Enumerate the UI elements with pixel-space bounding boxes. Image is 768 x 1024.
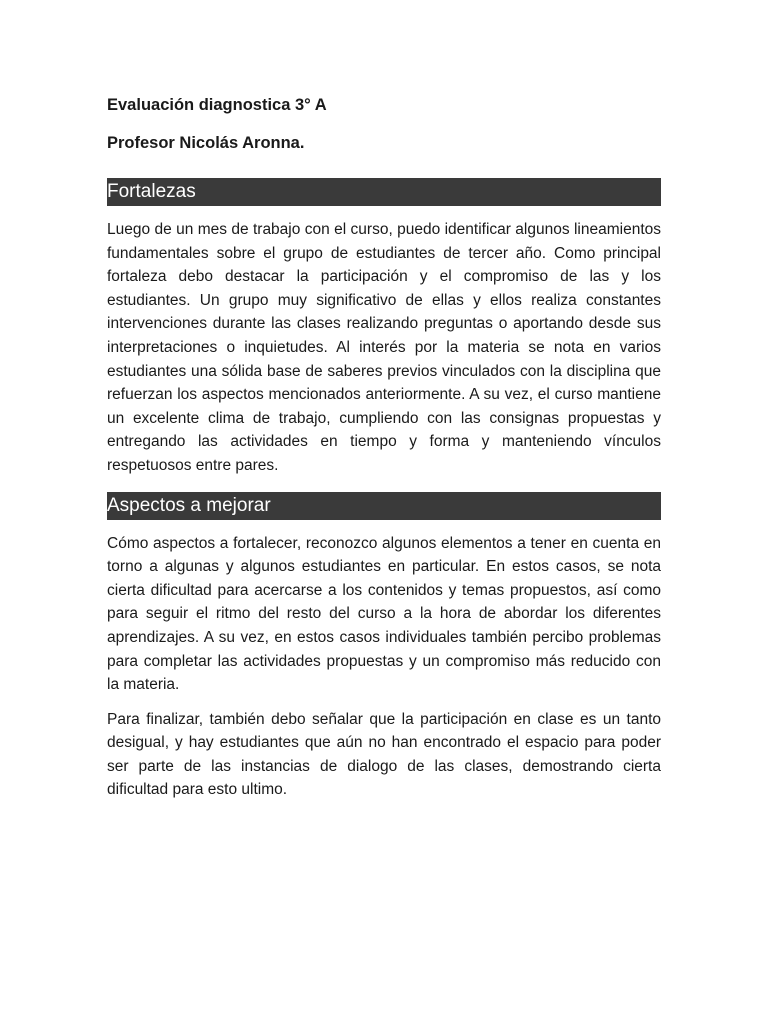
paragraph-conclusion: Para finalizar, también debo señalar que la participación en clase es un tanto desigual, y hay estudiantes que aún no han encontrado el espacio para poder ser parte de las instancias de dialogo de las clases, demostrando cierta dificultad para esto ultimo. xyxy=(107,710,661,799)
paragraph-fortalezas: Luego de un mes de trabajo con el curso, puedo identificar algunos lineamientos fundamentales sobre el grupo de estudiantes de tercer año. Como principal fortaleza debo destacar la participación y el compromiso de las y los estudiantes. Un grupo muy significativo de ellas y ellos realiza constantes intervenciones durante las clases realizando preguntas o aportando desde sus interpretaciones o inquietudes. Al interés por la materia se nota en varios estudiantes una sólida base de saberes previos vinculados con la disciplina que refuerzan los aspectos mencionados anteriormente. A su vez, el curso mantiene un excelente clima de trabajo, cumpliendo con las consignas propuestas y entregando las actividades en tiempo y forma y manteniendo vínculos respetuosos entre pares. xyxy=(107,221,661,474)
document-page xyxy=(107,92,661,802)
document-author: Profesor Nicolás Aronna. xyxy=(107,134,305,152)
paragraph-aspectos-a-mejorar: Cómo aspectos a fortalecer, reconozco algunos elementos a tener en cuenta en torno a algunas y algunos estudiantes en particular. En estos casos, se nota cierta dificultad para acercarse a los contenidos y temas propuestos, así como para seguir el ritmo del resto del curso a la hora de abordar los diferentes aprendizajes. A su vez, en estos casos individuales también percibo problemas para completar las actividades propuestas y un compromiso más reducido con la materia. xyxy=(107,534,661,694)
section-heading-label: Aspectos a mejorar xyxy=(107,494,271,516)
section-heading-aspectos-a-mejorar xyxy=(107,492,661,520)
section-heading-label: Fortalezas xyxy=(107,181,196,202)
section-heading-fortalezas xyxy=(107,178,661,206)
document-title: Evaluación diagnostica 3° A xyxy=(107,96,327,114)
